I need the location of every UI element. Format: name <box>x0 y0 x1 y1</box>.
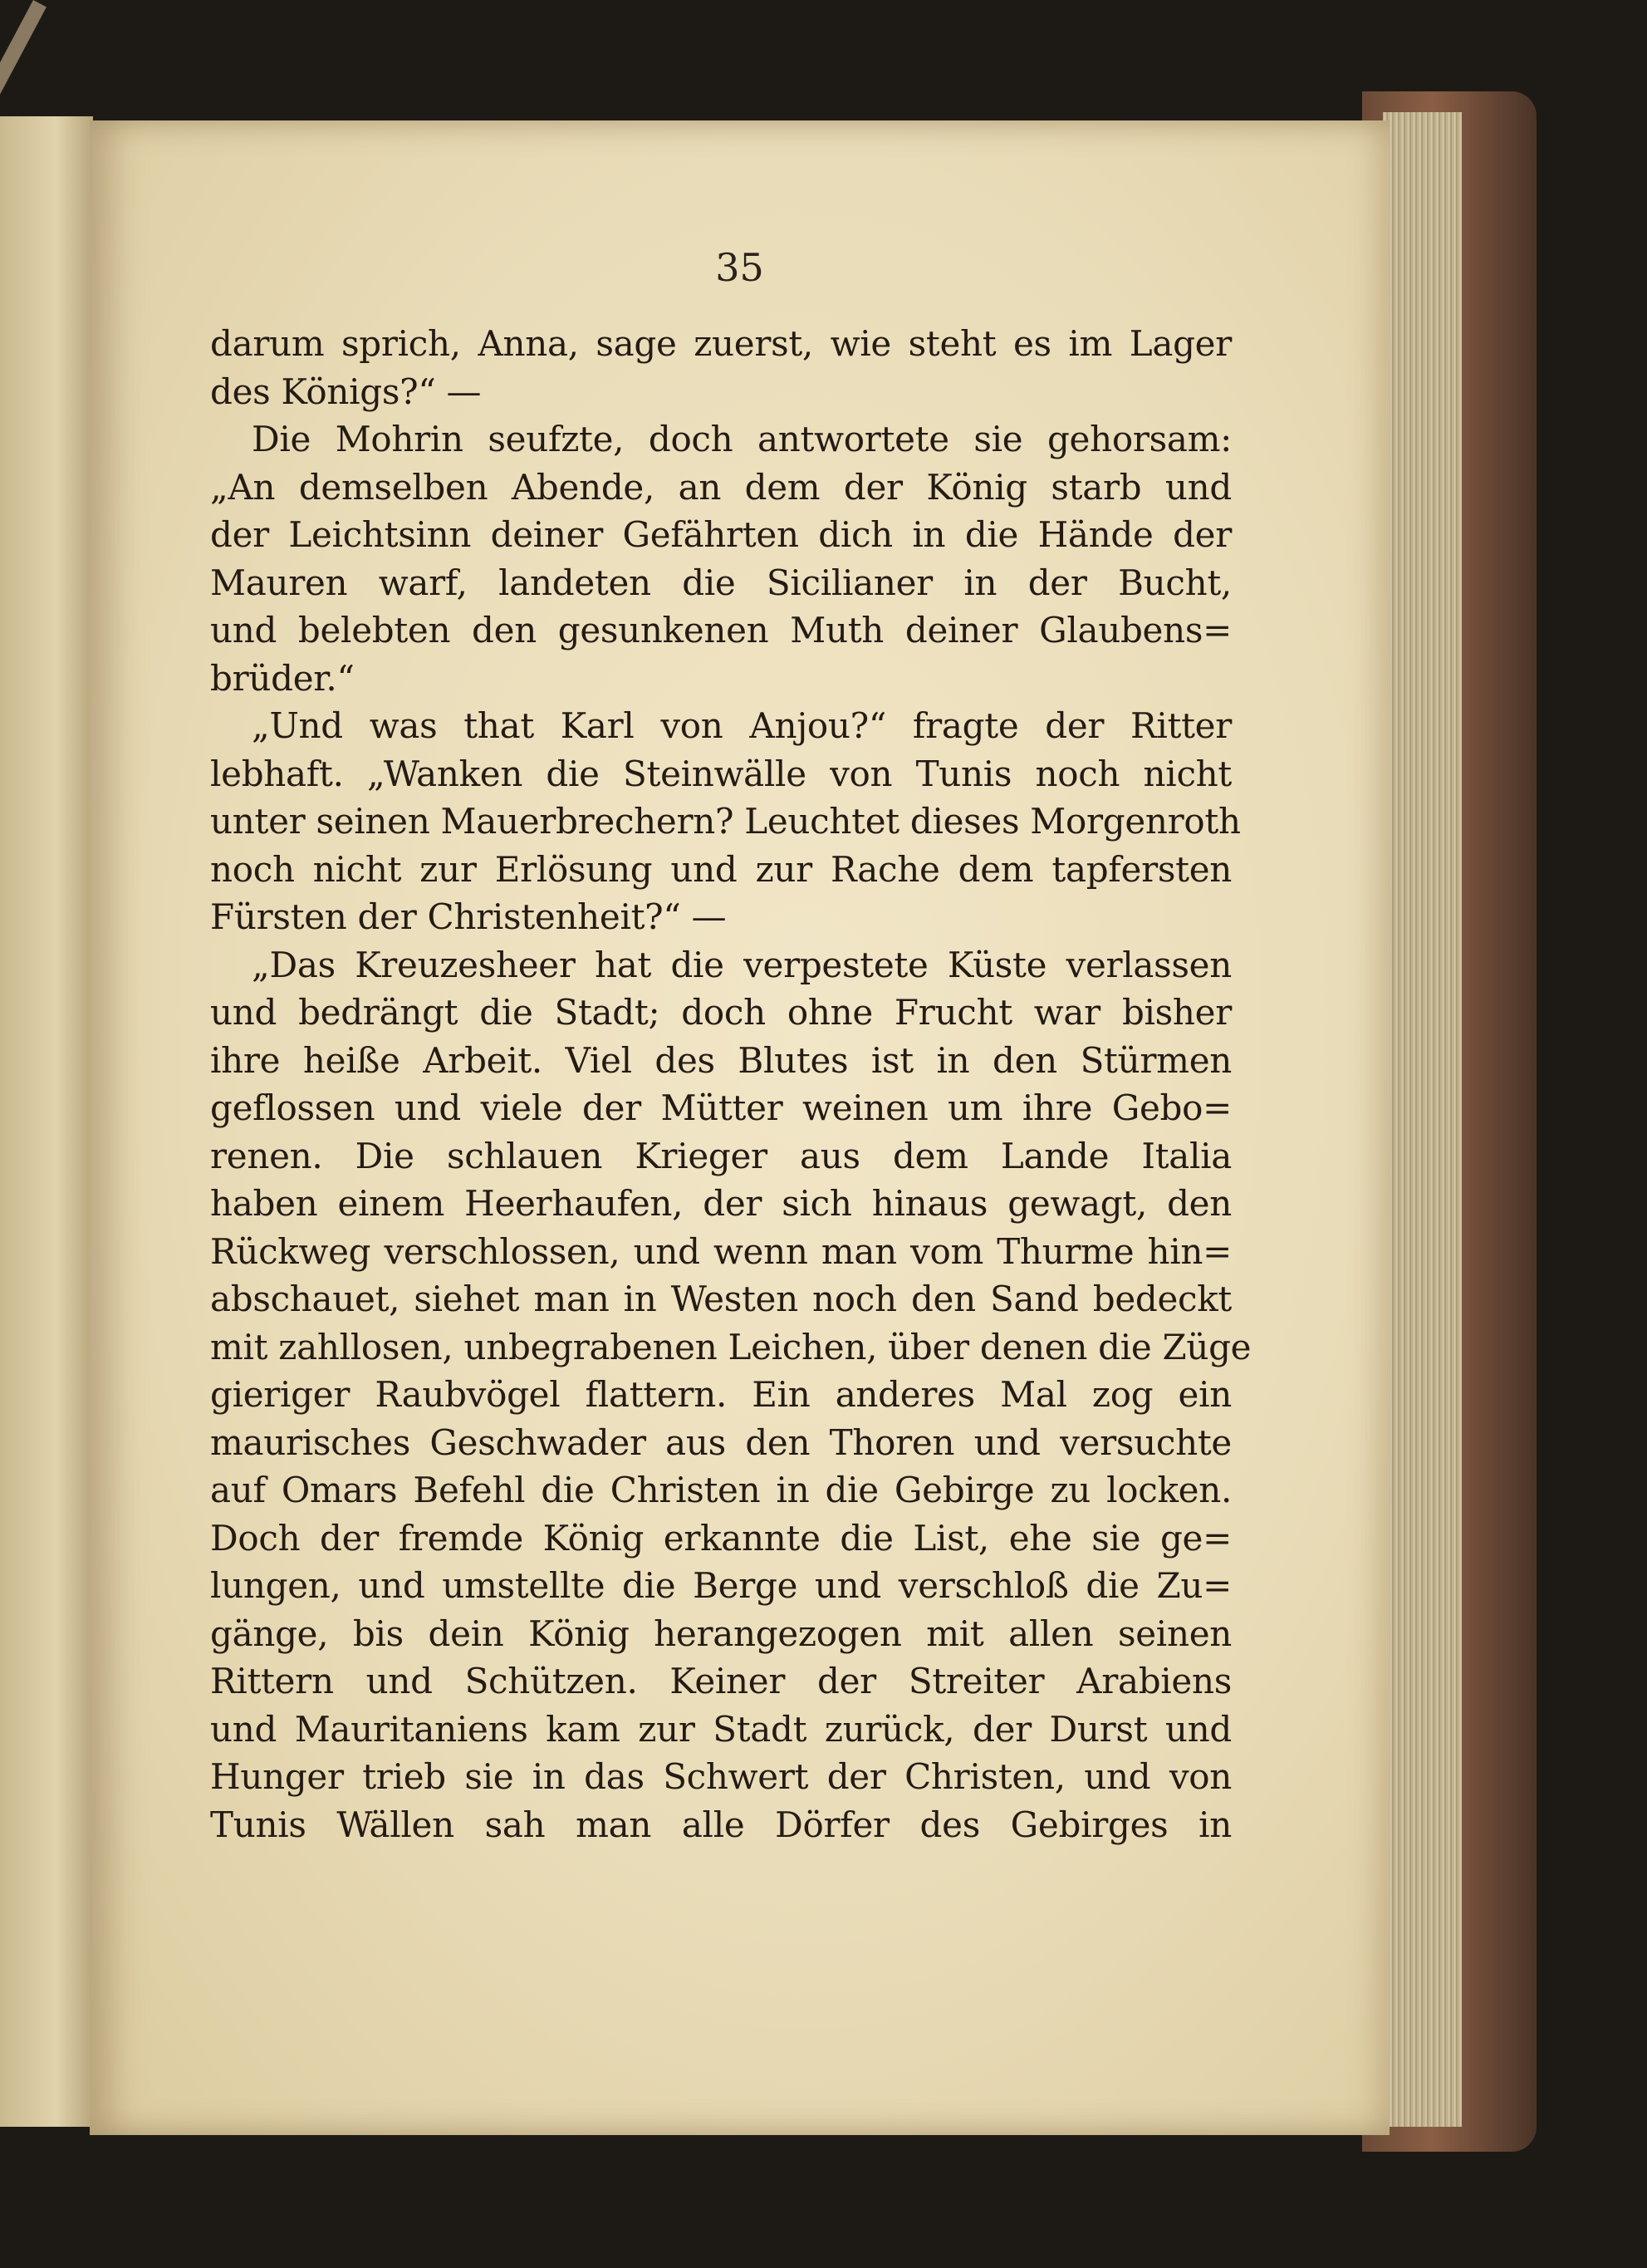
facing-page-edge <box>0 116 93 2127</box>
text-line: unter seinen Mauerbrechern? Leuchtet dieses Morgenroth <box>210 801 1241 842</box>
text-line: darum sprich, Anna, sage zuerst, wie steht es im Lager <box>210 323 1232 364</box>
text-line: „Das Kreuzesheer hat die verpestete Küste verlassen <box>252 944 1232 985</box>
text-line: gieriger Raubvögel flattern. Ein anderes Mal zog ein <box>210 1374 1232 1415</box>
text-line: lebhaft. „Wanken die Steinwälle von Tunis noch nicht <box>210 753 1232 794</box>
page-number: 35 <box>715 245 764 290</box>
text-line: Fürsten der Christenheit?“ — <box>210 896 727 937</box>
text-line: lungen, und umstellte die Berge und verschloß die Zu= <box>210 1565 1232 1606</box>
text-line: gänge, bis dein König herangezogen mit allen seinen <box>210 1613 1232 1654</box>
text-line: „An demselben Abende, an dem der König starb und <box>210 466 1232 508</box>
page-block-edges <box>1383 112 1462 2127</box>
text-line: brüder.“ <box>210 657 355 699</box>
text-line: Doch der fremde König erkannte die List, ehe sie ge= <box>210 1517 1232 1559</box>
text-line: noch nicht zur Erlösung und zur Rache dem tapfersten <box>210 848 1232 890</box>
text-line: auf Omars Befehl die Christen in die Gebirge zu locken. <box>210 1470 1232 1510</box>
text-line: und belebten den gesunkenen Muth deiner Glaubens= <box>210 610 1232 650</box>
text-line: Rittern und Schützen. Keiner der Streiter Arabiens <box>210 1661 1232 1701</box>
text-line: Mauren warf, landeten die Sicilianer in der Bucht, <box>210 562 1232 603</box>
text-line: Tunis Wällen sah man alle Dörfer des Gebirges in <box>210 1804 1232 1845</box>
text-line: Die Mohrin seufzte, doch antwortete sie gehorsam: <box>252 419 1232 459</box>
text-line: renen. Die schlauen Krieger aus dem Lande Italia <box>210 1135 1232 1176</box>
bookmark-ribbon <box>0 0 47 95</box>
text-line: maurisches Geschwader aus den Thoren und versuchte <box>210 1421 1232 1463</box>
text-line: ihre heiße Arbeit. Viel des Blutes ist in den Stürmen <box>210 1039 1232 1081</box>
text-line: mit zahllosen, unbegrabenen Leichen, über denen die Züge <box>210 1326 1252 1367</box>
text-line: geflossen und viele der Mütter weinen um ihre Gebo= <box>210 1087 1232 1128</box>
text-line: des Königs?“ — <box>210 371 482 412</box>
page-text <box>210 320 1252 1848</box>
text-line: der Leichtsinn deiner Gefährten dich in die Hände der <box>210 514 1232 555</box>
text-line: abschauet, siehet man in Westen noch den Sand bedeckt <box>210 1279 1232 1319</box>
text-line: haben einem Heerhaufen, der sich hinaus gewagt, den <box>210 1183 1232 1224</box>
text-line: Hunger trieb sie in das Schwert der Christen, und von <box>210 1756 1232 1797</box>
text-line: „Und was that Karl von Anjou?“ fragte der Ritter <box>252 705 1232 746</box>
book-page <box>90 120 1390 2135</box>
text-line: Rückweg verschlossen, und wenn man vom Thurme hin= <box>210 1230 1232 1272</box>
text-line: und bedrängt die Stadt; doch ohne Frucht war bisher <box>210 992 1232 1033</box>
text-line: und Mauritaniens kam zur Stadt zurück, der Durst und <box>210 1708 1232 1750</box>
